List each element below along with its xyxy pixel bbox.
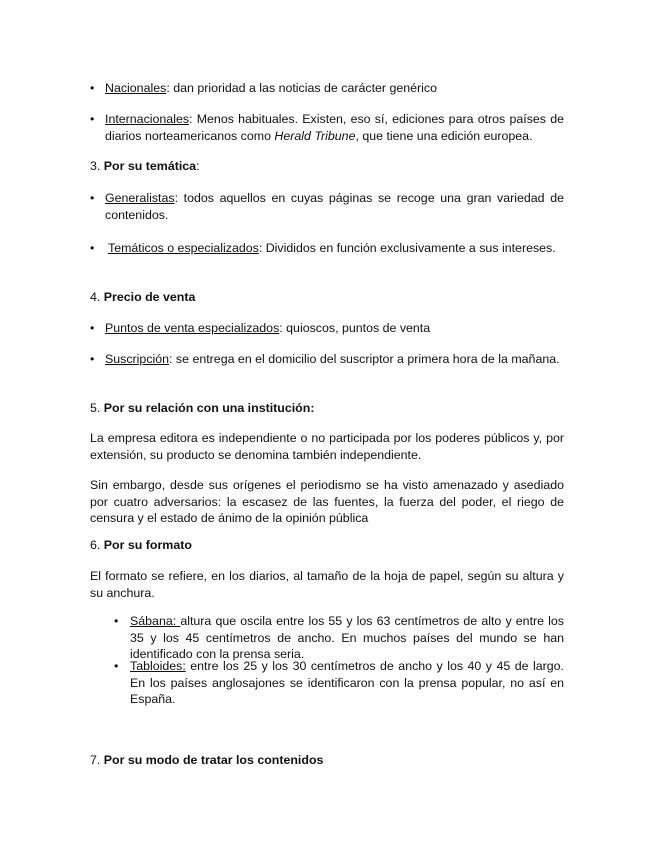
text-tematicos: : Divididos en función exclusivamente a sus intereses. bbox=[258, 241, 556, 255]
heading-number: 5. bbox=[90, 401, 104, 415]
term-suscripcion: Suscripción bbox=[105, 352, 170, 366]
heading-title: Por su temática bbox=[103, 159, 197, 173]
bullet-tabloides bbox=[114, 658, 564, 708]
term-tematicos: Temáticos o especializados bbox=[108, 241, 259, 255]
paragraph-formato: El formato se refiere, en los diarios, al tamaño de la hoja de papel, según su altura y su anchura. bbox=[90, 569, 564, 600]
bullet-mark: • bbox=[114, 614, 119, 628]
term-puntos-venta: Puntos de venta especializados bbox=[105, 321, 280, 335]
heading-formato bbox=[90, 537, 564, 554]
term-tabloides: Tabloides: bbox=[130, 659, 186, 673]
term-nacionales: Nacionales bbox=[105, 81, 167, 95]
text-generalistas: : todos aquellos en cuyas páginas se recoge una gran variedad de contenidos. bbox=[105, 191, 564, 222]
heading-contenidos bbox=[90, 752, 564, 769]
text-puntos-venta: : quioscos, puntos de venta bbox=[279, 321, 431, 335]
text-internacionales-2: , que tiene una edición europea. bbox=[355, 128, 533, 143]
heading-title: Precio de venta bbox=[103, 290, 196, 304]
bullet-mark: • bbox=[90, 112, 95, 126]
text-tabloides: entre los 25 y los 30 centímetros de ancho y los 40 y 45 de largo. En los países anglosajones se identificaron con la prensa popular, no así en España. bbox=[130, 659, 564, 706]
bullet-puntos-venta bbox=[90, 320, 564, 337]
heading-title: Por su modo de tratar los contenidos bbox=[103, 753, 324, 767]
term-generalistas: Generalistas bbox=[105, 191, 175, 205]
bullet-mark: • bbox=[90, 352, 95, 366]
bullet-mark: • bbox=[90, 191, 95, 205]
heading-precio bbox=[90, 289, 564, 306]
bullet-mark: • bbox=[90, 321, 95, 335]
bullet-mark: • bbox=[114, 659, 119, 673]
bullet-tematicos bbox=[90, 240, 564, 257]
term-internacionales: Internacionales bbox=[105, 112, 190, 126]
paragraph-adversarios: Sin embargo, desde sus orígenes el periodismo se ha visto amenazado y asediado por cuatro adversarios: la escasez de las fuentes, la fuerza del poder, el riego de censura y el estado de ánimo de la opinión pública bbox=[90, 478, 564, 525]
paragraph-independiente: La empresa editora es independiente o no participada por los poderes públicos y, por extensión, su producto se denomina también independiente. bbox=[90, 431, 564, 462]
heading-number: 4. bbox=[90, 290, 104, 304]
heading-institucion bbox=[90, 400, 564, 417]
text-sabana: altura que oscila entre los 55 y los 63 centímetros de alto y entre los 35 y los 45 centímetros de ancho. En muchos países del mundo se han identificado con la prensa seria. bbox=[130, 614, 564, 661]
heading-title: Por su relación con una institución: bbox=[103, 401, 315, 415]
bullet-internacionales bbox=[90, 111, 564, 144]
text-nacionales: : dan prioridad a las noticias de carácter genérico bbox=[166, 81, 437, 95]
text-internacionales-1: : Menos habituales. Existen, eso sí, ediciones para otros países de diarios norteamericanos como bbox=[105, 112, 564, 143]
bullet-mark: • bbox=[90, 241, 95, 255]
bullet-generalistas bbox=[90, 190, 564, 223]
heading-number: 3. bbox=[90, 159, 104, 173]
term-sabana: Sábana: bbox=[130, 614, 181, 628]
bullet-suscripcion bbox=[90, 351, 564, 368]
title-herald-tribune: Herald Tribune bbox=[274, 128, 356, 143]
bullet-nacionales bbox=[90, 80, 564, 97]
heading-number: 6. bbox=[90, 538, 104, 552]
heading-colon: : bbox=[196, 159, 200, 173]
bullet-mark: • bbox=[90, 81, 95, 95]
heading-tematica bbox=[90, 158, 564, 175]
text-suscripcion: : se entrega en el domicilio del suscriptor a primera hora de la mañana. bbox=[169, 352, 560, 366]
bullet-sabana bbox=[114, 613, 564, 663]
heading-title: Por su formato bbox=[103, 538, 192, 552]
heading-number: 7. bbox=[90, 753, 104, 767]
